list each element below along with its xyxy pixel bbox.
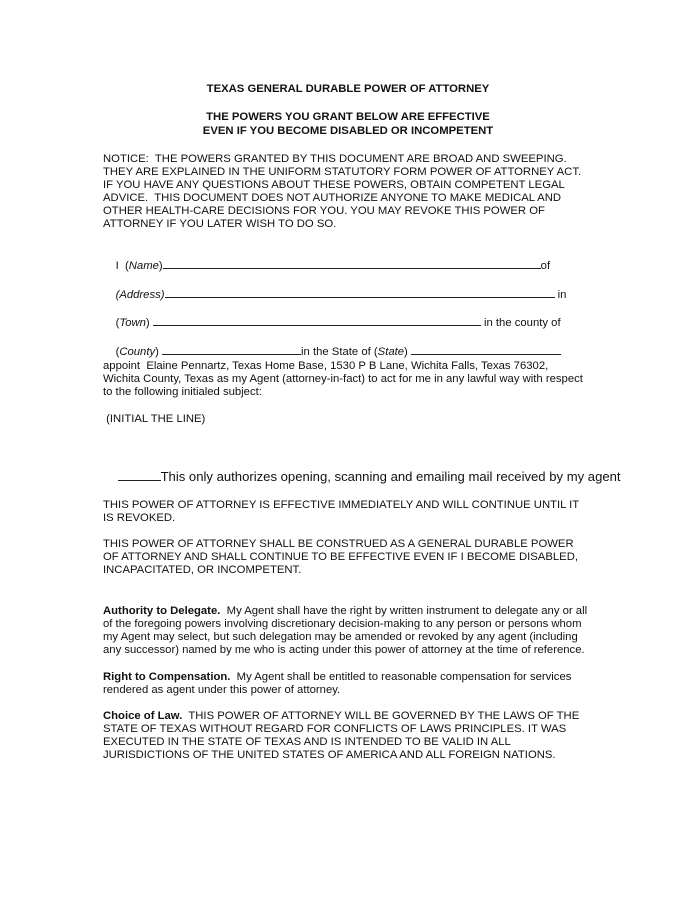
town-label: Town bbox=[119, 317, 146, 329]
initial-item-row bbox=[103, 454, 621, 499]
compensation-heading: Right to Compensation. bbox=[103, 671, 231, 683]
name-field[interactable] bbox=[163, 258, 541, 269]
delegate-line: my Agent may select, but such delegation may be amended or revoked by any agent (including bbox=[103, 631, 578, 643]
effective-line: THIS POWER OF ATTORNEY IS EFFECTIVE IMMEDIATELY AND WILL CONTINUE UNTIL IT bbox=[103, 499, 580, 511]
compensation-text: My Agent shall be entitled to reasonable compensation for services bbox=[230, 671, 572, 683]
name-suffix: of bbox=[540, 260, 551, 272]
notice-line: NOTICE: THE POWERS GRANTED BY THIS DOCUMENT ARE BROAD AND SWEEPING. bbox=[103, 153, 567, 165]
initial-instruction: (INITIAL THE LINE) bbox=[103, 413, 206, 425]
choice-line: EXECUTED IN THE STATE OF TEXAS AND IS INTENDED TO BE VALID IN ALL bbox=[103, 736, 511, 748]
delegate-line bbox=[103, 605, 587, 618]
name-label: Name bbox=[128, 260, 159, 272]
address-field[interactable] bbox=[165, 287, 555, 298]
address-label: (Address) bbox=[115, 289, 165, 301]
appoint-line: to the following initialed subject: bbox=[103, 386, 262, 398]
county-field[interactable] bbox=[162, 344, 301, 355]
compensation-line: rendered as agent under this power of attorney. bbox=[103, 684, 341, 696]
name-prefix: I ( bbox=[115, 260, 129, 272]
subtitle-line: EVEN IF YOU BECOME DISABLED OR INCOMPETENT bbox=[202, 125, 494, 137]
durable-line: OF ATTORNEY AND SHALL CONTINUE TO BE EFFECTIVE EVEN IF I BECOME DISABLED, bbox=[103, 551, 578, 563]
town-suffix: in the county of bbox=[480, 317, 561, 329]
town-open: ( bbox=[115, 317, 120, 329]
county-label: County bbox=[119, 346, 156, 358]
notice-line: OTHER HEALTH-CARE DECISIONS FOR YOU. YOU MAY REVOKE THIS POWER OF bbox=[103, 205, 545, 217]
notice-line: IF YOU HAVE ANY QUESTIONS ABOUT THESE POWERS, OBTAIN COMPETENT LEGAL bbox=[103, 179, 565, 191]
initial-item-text: This only authorizes opening, scanning and emailing mail received by my agent bbox=[160, 469, 621, 484]
delegate-line: any successor) named by me who is acting under this power of attorney at the time of reference. bbox=[103, 644, 585, 656]
durable-line: THIS POWER OF ATTORNEY SHALL BE CONSTRUED AS A GENERAL DURABLE POWER bbox=[103, 538, 574, 550]
state-label: State bbox=[377, 346, 405, 358]
initial-field[interactable] bbox=[118, 469, 161, 481]
choice-text: THIS POWER OF ATTORNEY WILL BE GOVERNED BY THE LAWS OF THE bbox=[182, 710, 580, 722]
town-field[interactable] bbox=[153, 315, 481, 326]
appoint-line: Wichita County, Texas as my Agent (attorney-in-fact) to act for me in any lawful way with respect bbox=[103, 373, 583, 385]
document-title: TEXAS GENERAL DURABLE POWER OF ATTORNEY bbox=[206, 83, 490, 95]
choice-line: STATE OF TEXAS WITHOUT REGARD FOR CONFLICTS OF LAWS PRINCIPLES. IT WAS bbox=[103, 723, 567, 735]
state-text: in the State of ( bbox=[301, 346, 378, 358]
effective-line: IS REVOKED. bbox=[103, 512, 176, 524]
appoint-line: appoint Elaine Pennartz, Texas Home Base, 1530 P B Lane, Wichita Falls, Texas 76302, bbox=[103, 360, 549, 372]
compensation-line bbox=[103, 671, 571, 684]
durable-line: INCAPACITATED, OR INCOMPETENT. bbox=[103, 564, 302, 576]
delegate-line: of the foregoing powers involving discretionary decision-making to any person or persons whom bbox=[103, 618, 582, 630]
notice-line: ATTORNEY IF YOU LATER WISH TO DO SO. bbox=[103, 218, 337, 230]
name-close: ) bbox=[158, 260, 163, 272]
state-field[interactable] bbox=[411, 344, 561, 355]
address-suffix: in bbox=[554, 289, 567, 301]
notice-line: THEY ARE EXPLAINED IN THE UNIFORM STATUTORY FORM POWER OF ATTORNEY ACT. bbox=[103, 166, 582, 178]
delegate-text: My Agent shall have the right by written instrument to delegate any or all bbox=[220, 605, 588, 617]
county-close: ) bbox=[155, 346, 163, 358]
choice-line bbox=[103, 710, 579, 723]
town-close: ) bbox=[145, 317, 153, 329]
choice-line: JURISDICTIONS OF THE UNITED STATES OF AMERICA AND ALL FOREIGN NATIONS. bbox=[103, 749, 556, 761]
state-close: ) bbox=[404, 346, 411, 358]
delegate-heading: Authority to Delegate. bbox=[103, 605, 221, 617]
notice-line: ADVICE. THIS DOCUMENT DOES NOT AUTHORIZE ANYONE TO MAKE MEDICAL AND bbox=[103, 192, 562, 204]
county-open: ( bbox=[115, 346, 120, 358]
subtitle-line: THE POWERS YOU GRANT BELOW ARE EFFECTIVE bbox=[206, 111, 490, 123]
choice-heading: Choice of Law. bbox=[103, 710, 183, 722]
